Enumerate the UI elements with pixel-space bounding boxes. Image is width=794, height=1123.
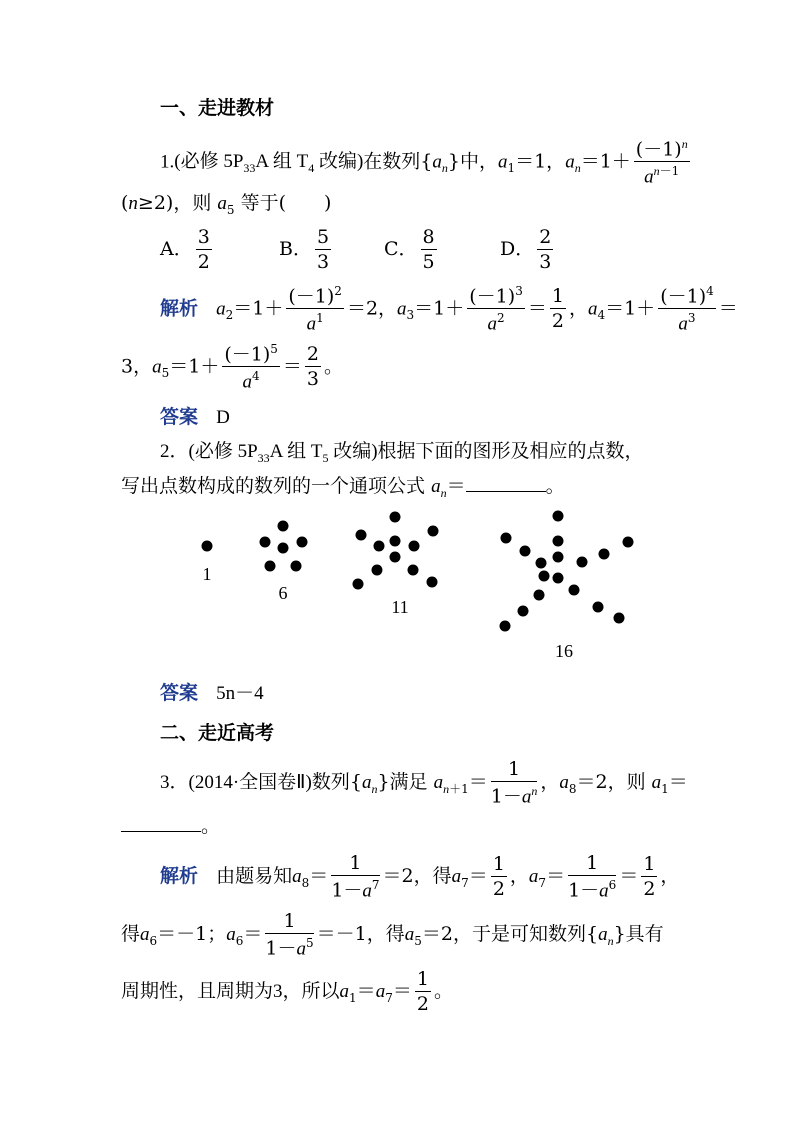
option-d[interactable]: D． $\frac{2}{3}$ [500,226,552,273]
question-1-line-1: 1.(必修 $5P_{33}A$ 组 $T_4$ 改编)在数列$\{a_n\}$中，$a_1=1$，$a_n=1+$ $\frac{(-1)^n}{a^{n-1}}$ [160,137,688,188]
question-3-blank-line: 。 [121,817,220,836]
figure-2-dot [265,561,276,572]
figure-4-dot [623,537,634,548]
figure-3-dot [374,541,385,552]
figure-1-dot [202,541,213,552]
figure-2-dot [297,537,308,548]
figure-2-dot [278,521,289,532]
figure-4-dot [539,571,550,582]
question-3-analysis-line-2: 得$a_6=-1$；$a_6=$ $\frac{1}{1-a^5}$ ＝－1，得$a_5=2$，于是可知数列$\{a_n\}$具有 [121,910,664,960]
option-a[interactable]: A． $\frac{3}{2}$ [160,226,210,273]
question-1-condition: (n≥2)，则 $a_5$ 等于( ) [121,192,332,217]
option-b[interactable]: B． $\frac{5}{3}$ [279,226,330,273]
figure-2-label: 6 [278,583,288,603]
figure-4-dot [577,557,588,568]
question-1-answer: 答案 D [160,406,230,428]
figure-3-dot [409,541,420,552]
question-3-line-1: 3．(2014·全国卷Ⅱ)数列$\{a_n\}$满足 $a_{n+1}=$ $\frac{1}{1-a^n}$ ，$a_8=2$，则 $a_1=$ [160,758,688,808]
figure-4-dot [569,585,580,596]
figure-3-dot [353,579,364,590]
question-2-line-1: 2．(必修 $5P_{33}A$ 组 $T_5$ 改编)根据下面的图形及相应的点数， [160,440,644,465]
option-c[interactable]: C． $\frac{8}{5}$ [384,226,435,273]
section-title-1: 一、走进教材 [160,97,275,119]
question-2-answer: 答案 5n－4 [160,682,264,704]
question-1-analysis-line-1: 解析 $a_2=1+$ $\frac{(-1)^2}{a^1}$ ＝2，$a_3=1+$ $\frac{(-1)^3}{a^2}$ ＝ $\frac{1}{2}$ ，$a_4=1+$ $\frac{(-1)^4}{a^3}$ ＝ [160,284,738,335]
figure-4-dot [500,621,511,632]
figure-3-dot [390,512,401,523]
question-3-analysis-line-1: 解析 由题易知$a_8=$ $\frac{1}{1-a^7}$ ＝2，得$a_7=$ $\frac{1}{2}$ ，$a_7=$ $\frac{1}{1-a^6}$ ＝ $\frac{1}{2}$ ， [160,852,680,902]
figure-4-label: 16 [555,641,573,661]
question-2-line-2: 写出点数构成的数列的一个通项公式 $a_n=$ 。 [121,475,565,500]
figure-3-label: 11 [391,597,409,617]
analysis-label: 解析 [160,297,199,320]
figure-4-dot [534,590,545,601]
figure-1-label: 1 [202,564,212,584]
answer-blank-3[interactable] [121,817,201,832]
figure-4-dot [614,613,625,624]
figure-4-dot [520,546,531,557]
figure-4-dot [501,533,512,544]
figure-2-dot [291,561,302,572]
figure-4-dot [536,558,547,569]
figure-2-dot [278,543,289,554]
figure-4-dot [599,549,610,560]
figure-3-dot [427,577,438,588]
figure-4-dot [553,511,564,522]
figure-3-dot [372,565,383,576]
figure-3-dot [408,565,419,576]
figure-3-dot [356,530,367,541]
figure-4-dot [593,602,604,613]
figure-4-dot [553,536,564,547]
answer-blank[interactable] [466,477,546,492]
figure-4-dot [518,606,529,617]
answer-label: 答案 [160,406,199,428]
figure-2-dot [260,537,271,548]
figure-3-dot [428,526,439,537]
figure-4-dot [553,573,564,584]
dot-figures [0,500,794,670]
question-3-analysis-line-3: 周期性，且周期为3，所以$a_1=a_7=$ $\frac{1}{2}$ 。 [121,968,453,1015]
section-title-2: 二、走近高考 [160,722,275,744]
figure-4-dot [553,552,564,563]
question-1-analysis-line-2: 3，$a_5=1+$ $\frac{(-1)^5}{a^4}$ ＝ $\frac{2}{3}$ 。 [121,342,344,393]
figure-3-dot [390,552,401,563]
figure-3-dot [390,536,401,547]
